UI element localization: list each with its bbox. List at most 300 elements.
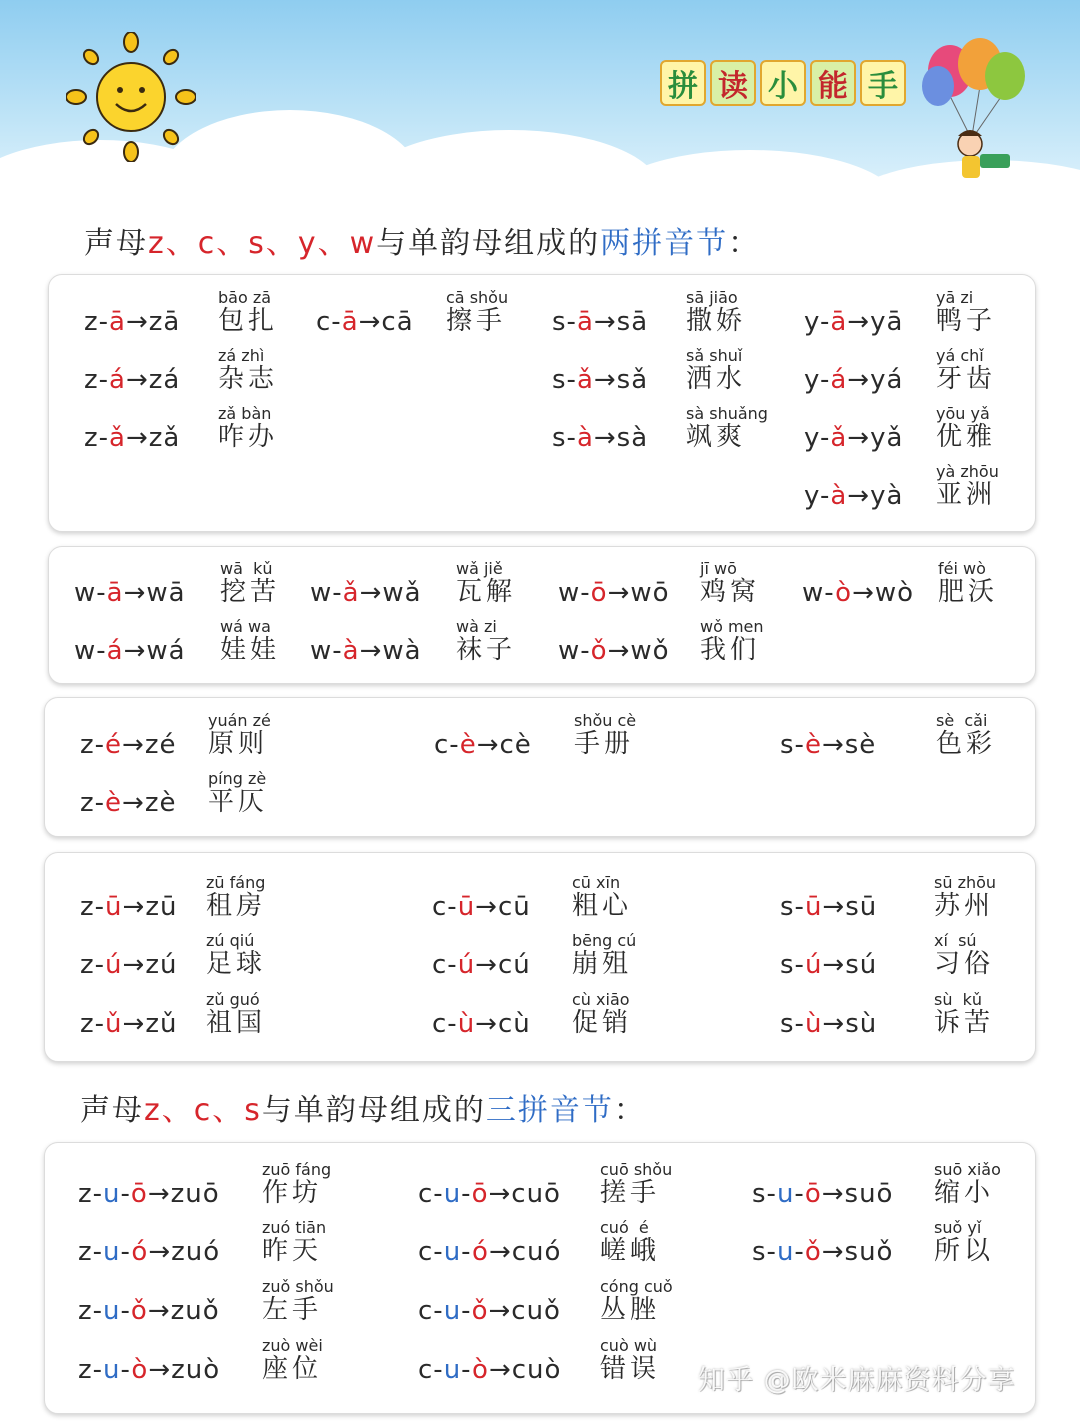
spelling-equation: s-ǎ→sǎ <box>552 365 649 395</box>
final-vowel: ù <box>804 1009 823 1039</box>
medial: u <box>443 1237 462 1267</box>
initial: w <box>74 578 97 608</box>
final-vowel: ǒ <box>130 1296 148 1326</box>
word-hanzi: 手册 <box>574 729 635 759</box>
initial: z <box>78 1296 93 1326</box>
word-hanzi: 肥沃 <box>938 577 999 607</box>
word-pinyin: cuō shǒu <box>600 1160 673 1179</box>
word-hanzi: 原则 <box>208 729 269 759</box>
syllable-result: cè <box>499 730 532 760</box>
syllable-entry <box>80 926 296 986</box>
spelling-equation: z-u-ó→zuó <box>78 1237 221 1267</box>
heading-middle: 与单韵母组成的 <box>376 226 601 261</box>
initial: w <box>74 636 97 666</box>
syllable-entry <box>558 554 790 614</box>
initial: c <box>432 950 448 980</box>
initial: s <box>780 892 795 922</box>
syllable-entry <box>780 868 1024 928</box>
word-pinyin: zuō fáng <box>262 1160 332 1179</box>
medial: u <box>443 1355 462 1385</box>
word-pinyin: zǔ guó <box>206 990 260 1009</box>
spelling-equation: z-u-ò→zuò <box>78 1355 221 1385</box>
word-hanzi: 粗心 <box>572 891 633 921</box>
word-hanzi: 错误 <box>600 1354 661 1384</box>
medial: u <box>103 1179 121 1209</box>
badge-char: 能 <box>810 60 856 106</box>
syllable-result: sè <box>844 730 877 760</box>
syllable-entry <box>804 457 1026 517</box>
syllable-result: zuō <box>170 1179 220 1209</box>
initial: z <box>84 365 99 395</box>
syllable-entry <box>802 554 1028 614</box>
syllable-result: sù <box>845 1009 878 1039</box>
syllable-entry <box>310 554 546 614</box>
word-pinyin: bāo zā <box>218 288 272 307</box>
syllable-result: wò <box>874 578 915 608</box>
syllable-entry <box>552 399 776 459</box>
syllable-result: cù <box>497 1009 531 1039</box>
final-vowel: ò <box>131 1355 149 1385</box>
syllable-entry <box>316 283 536 343</box>
syllable-entry <box>558 612 790 672</box>
spelling-equation: w-á→wá <box>74 636 186 666</box>
medial: u <box>443 1296 462 1326</box>
syllable-entry <box>804 341 1026 401</box>
word-hanzi: 包扎 <box>218 306 279 336</box>
spelling-equation: w-ǎ→wǎ <box>310 578 422 608</box>
spelling-equation: s-ú→sú <box>780 950 878 980</box>
syllable-entry <box>418 1155 690 1215</box>
syllable-entry <box>74 612 310 672</box>
initial: w <box>558 578 581 608</box>
final-vowel: ō <box>471 1179 489 1209</box>
syllable-entry <box>432 868 662 928</box>
initial: z <box>78 1237 93 1267</box>
word-hanzi: 习俗 <box>934 949 995 979</box>
spelling-equation: c-ā→cā <box>316 307 414 337</box>
heading-highlight: 三拼音节 <box>485 1093 614 1128</box>
syllable-result: yà <box>870 481 904 511</box>
final-vowel: ó <box>472 1237 489 1267</box>
initial: z <box>80 730 95 760</box>
syllable-entry <box>78 1272 352 1332</box>
word-hanzi: 崩殂 <box>572 949 633 979</box>
final-vowel: ū <box>105 892 123 922</box>
final-vowel: ū <box>457 892 476 922</box>
syllable-entry <box>78 1213 352 1273</box>
word-hanzi: 诉苦 <box>934 1008 995 1038</box>
final-vowel: á <box>106 636 124 666</box>
word-pinyin: cù xiāo <box>572 990 630 1009</box>
spelling-equation: z-á→zá <box>84 365 181 395</box>
syllable-entry <box>780 706 1026 766</box>
final-vowel: ō <box>590 578 608 608</box>
syllable-result: zuǒ <box>170 1296 220 1326</box>
word-pinyin: cuó é <box>600 1218 649 1237</box>
syllable-result: zū <box>145 892 178 922</box>
word-hanzi: 缩小 <box>934 1178 995 1208</box>
word-hanzi: 所以 <box>934 1236 995 1266</box>
spelling-equation: w-à→wà <box>310 636 422 666</box>
final-vowel: ù <box>457 1009 476 1039</box>
syllable-entry <box>780 985 1024 1045</box>
syllable-result: cuō <box>511 1179 561 1209</box>
final-vowel: è <box>459 730 477 760</box>
initial: z <box>80 892 95 922</box>
word-hanzi: 我们 <box>700 635 761 665</box>
syllable-result: sū <box>845 892 878 922</box>
word-pinyin: shǒu cè <box>574 711 637 730</box>
initial: y <box>804 481 820 511</box>
word-pinyin: zá zhì <box>218 346 265 365</box>
syllable-entry <box>84 283 308 343</box>
syllable-entry <box>74 554 310 614</box>
word-hanzi: 平仄 <box>208 787 269 817</box>
spelling-equation: c-u-ō→cuō <box>418 1179 561 1209</box>
syllable-entry <box>552 341 776 401</box>
final-vowel: ā <box>106 578 124 608</box>
word-hanzi: 杂志 <box>218 364 279 394</box>
syllable-entry <box>78 1331 352 1391</box>
initial: y <box>804 365 820 395</box>
final-vowel: ō <box>804 1179 822 1209</box>
syllable-result: zá <box>148 365 181 395</box>
heading-suffix: ： <box>728 226 761 261</box>
word-pinyin: jī wō <box>700 559 737 578</box>
final-vowel: é <box>105 730 123 760</box>
spelling-equation: w-ò→wò <box>802 578 915 608</box>
word-hanzi: 嵯峨 <box>600 1236 661 1266</box>
spelling-equation: z-ǔ→zǔ <box>80 1009 178 1039</box>
word-hanzi: 作坊 <box>262 1178 323 1208</box>
word-hanzi: 擦手 <box>446 306 507 336</box>
syllable-result: sà <box>616 423 649 453</box>
final-vowel: ǒ <box>590 636 608 666</box>
word-pinyin: cóng cuǒ <box>600 1277 673 1296</box>
syllable-entry <box>310 612 546 672</box>
initial: y <box>804 307 820 337</box>
word-hanzi: 祖国 <box>206 1008 267 1038</box>
final-vowel: à <box>576 423 594 453</box>
initial: w <box>310 636 333 666</box>
word-hanzi: 飒爽 <box>686 422 747 452</box>
word-hanzi: 促销 <box>572 1008 633 1038</box>
heading-letters: z、c、s <box>144 1093 262 1128</box>
syllable-result: zú <box>145 950 178 980</box>
badge-char: 小 <box>760 60 806 106</box>
word-pinyin: cā shǒu <box>446 288 509 307</box>
word-pinyin: yā zi <box>936 288 974 307</box>
word-hanzi: 足球 <box>206 949 267 979</box>
initial: w <box>802 578 825 608</box>
final-vowel: á <box>109 365 126 395</box>
initial: z <box>78 1179 93 1209</box>
word-hanzi: 租房 <box>206 891 267 921</box>
word-pinyin: suǒ yǐ <box>934 1218 982 1237</box>
syllable-result: yā <box>870 307 904 337</box>
syllable-result: wā <box>146 578 186 608</box>
syllable-entry <box>432 926 662 986</box>
word-hanzi: 丛脞 <box>600 1295 661 1325</box>
spelling-equation: s-ā→sā <box>552 307 649 337</box>
final-vowel: ǔ <box>105 1009 123 1039</box>
spelling-equation: z-ū→zū <box>80 892 178 922</box>
word-pinyin: wǎ jiě <box>456 559 503 578</box>
syllable-entry <box>418 1213 690 1273</box>
syllable-entry <box>434 706 664 766</box>
final-vowel: ǎ <box>576 365 594 395</box>
word-pinyin: féi wò <box>938 559 986 578</box>
spelling-equation: c-u-ò→cuò <box>418 1355 562 1385</box>
spelling-equation: z-u-ǒ→zuǒ <box>78 1296 220 1326</box>
word-hanzi: 挖苦 <box>220 577 281 607</box>
spelling-equation: w-ā→wā <box>74 578 186 608</box>
syllable-result: sā <box>616 307 649 337</box>
word-pinyin: sā jiāo <box>686 288 738 307</box>
syllable-result: wǒ <box>630 636 670 666</box>
word-pinyin: suō xiǎo <box>934 1160 1001 1179</box>
word-pinyin: zuó tiān <box>262 1218 327 1237</box>
final-vowel: ó <box>131 1237 149 1267</box>
final-vowel: à <box>830 481 848 511</box>
word-pinyin: píng zè <box>208 769 267 788</box>
spelling-equation: c-u-ó→cuó <box>418 1237 562 1267</box>
syllable-result: zè <box>144 788 177 818</box>
final-vowel: ā <box>576 307 594 337</box>
syllable-result: cū <box>497 892 531 922</box>
medial: u <box>443 1179 462 1209</box>
syllable-entry <box>84 399 308 459</box>
word-pinyin: sū zhōu <box>934 873 997 892</box>
spelling-equation: y-ā→yā <box>804 307 904 337</box>
word-pinyin: wǒ men <box>700 617 764 636</box>
syllable-result: sǎ <box>616 365 649 395</box>
initial: z <box>84 307 99 337</box>
word-hanzi: 牙齿 <box>936 364 997 394</box>
word-pinyin: zuò wèi <box>262 1336 323 1355</box>
initial: c <box>418 1355 434 1385</box>
final-vowel: ú <box>457 950 476 980</box>
spelling-equation: c-u-ǒ→cuǒ <box>418 1296 561 1326</box>
heading-prefix: 声母 <box>84 226 148 261</box>
word-hanzi: 袜子 <box>456 635 517 665</box>
word-hanzi: 左手 <box>262 1295 323 1325</box>
balloon-girl-icon <box>910 36 1040 196</box>
word-hanzi: 鸡窝 <box>700 577 761 607</box>
spelling-equation: s-ù→sù <box>780 1009 878 1039</box>
syllable-entry <box>780 926 1024 986</box>
syllable-entry <box>418 1272 690 1332</box>
final-vowel: è <box>804 730 822 760</box>
syllable-entry <box>84 341 308 401</box>
sun-icon <box>66 32 196 162</box>
syllable-result: cuó <box>511 1237 562 1267</box>
syllable-result: zuò <box>171 1355 221 1385</box>
word-pinyin: cū xīn <box>572 873 621 892</box>
initial: z <box>84 423 99 453</box>
syllable-result: wǎ <box>382 578 422 608</box>
word-hanzi: 咋办 <box>218 422 279 452</box>
syllable-entry <box>78 1155 352 1215</box>
final-vowel: ǎ <box>342 578 360 608</box>
spelling-equation: y-á→yá <box>804 365 904 395</box>
word-pinyin: yuán zé <box>208 711 271 730</box>
heading-letters: z、c、s、y、w <box>148 226 377 261</box>
spelling-equation: c-ù→cù <box>432 1009 531 1039</box>
initial: c <box>432 1009 448 1039</box>
word-hanzi: 撒娇 <box>686 306 747 336</box>
spelling-equation: s-u-ō→suō <box>752 1179 894 1209</box>
word-hanzi: 娃娃 <box>220 635 281 665</box>
word-pinyin: zū fáng <box>206 873 266 892</box>
medial: u <box>103 1237 121 1267</box>
syllable-entry <box>80 706 298 766</box>
word-pinyin: cuò wù <box>600 1336 658 1355</box>
word-hanzi: 亚洲 <box>936 480 997 510</box>
medial: u <box>776 1179 795 1209</box>
spelling-equation: z-é→zé <box>80 730 177 760</box>
initial: s <box>780 950 795 980</box>
initial: c <box>434 730 450 760</box>
final-vowel: à <box>342 636 360 666</box>
syllable-result: cuǒ <box>511 1296 561 1326</box>
syllable-entry <box>80 764 298 824</box>
syllable-result: yǎ <box>870 423 904 453</box>
word-pinyin: sǎ shuǐ <box>686 346 743 365</box>
final-vowel: ǒ <box>471 1296 489 1326</box>
word-pinyin: zuǒ shǒu <box>262 1277 334 1296</box>
initial: w <box>310 578 333 608</box>
word-hanzi: 苏州 <box>934 891 995 921</box>
heading-highlight: 两拼音节 <box>600 226 729 261</box>
final-vowel: á <box>830 365 848 395</box>
word-pinyin: yá chǐ <box>936 346 984 365</box>
spelling-equation: c-ū→cū <box>432 892 531 922</box>
word-hanzi: 瓦解 <box>456 577 517 607</box>
syllable-result: cú <box>497 950 531 980</box>
final-vowel: ā <box>109 307 126 337</box>
syllable-result: suǒ <box>844 1237 894 1267</box>
syllable-entry <box>804 399 1026 459</box>
word-pinyin: sù kǔ <box>934 990 983 1009</box>
word-hanzi: 搓手 <box>600 1178 661 1208</box>
final-vowel: ò <box>472 1355 489 1385</box>
syllable-result: yá <box>870 365 904 395</box>
initial: c <box>418 1179 434 1209</box>
initial: s <box>552 307 567 337</box>
spelling-equation: z-ā→zā <box>84 307 181 337</box>
final-vowel: è <box>105 788 123 818</box>
syllable-result: zǎ <box>148 423 181 453</box>
initial: z <box>80 788 95 818</box>
syllable-entry <box>80 868 296 928</box>
initial: y <box>804 423 820 453</box>
word-pinyin: yà zhōu <box>936 462 999 481</box>
watermark: 知乎 @欧米麻麻资料分享 <box>698 1365 1016 1396</box>
spelling-equation: y-à→yà <box>804 481 904 511</box>
final-vowel: ǒ <box>804 1237 822 1267</box>
syllable-entry <box>418 1331 690 1391</box>
title-badge <box>660 58 906 108</box>
initial: z <box>80 1009 95 1039</box>
spelling-equation: s-ū→sū <box>780 892 878 922</box>
final-vowel: ò <box>835 578 853 608</box>
initial: s <box>552 365 567 395</box>
heading-middle: 与单韵母组成的 <box>261 1093 486 1128</box>
syllable-result: sú <box>845 950 878 980</box>
word-hanzi: 优雅 <box>936 422 997 452</box>
spelling-equation: c-ú→cú <box>432 950 531 980</box>
syllable-entry <box>752 1155 1024 1215</box>
syllable-entry <box>552 283 776 343</box>
initial: z <box>80 950 95 980</box>
medial: u <box>103 1355 121 1385</box>
word-hanzi: 昨天 <box>262 1236 323 1266</box>
final-vowel: ú <box>804 950 823 980</box>
badge-char: 读 <box>710 60 756 106</box>
initial: w <box>558 636 581 666</box>
spelling-equation: w-ō→wō <box>558 578 670 608</box>
final-vowel: ā <box>830 307 848 337</box>
initial: c <box>418 1237 434 1267</box>
syllable-result: cuò <box>511 1355 562 1385</box>
word-pinyin: bēng cú <box>572 931 637 950</box>
word-pinyin: zú qiú <box>206 931 255 950</box>
syllable-entry <box>804 283 1026 343</box>
word-pinyin: yōu yǎ <box>936 404 990 423</box>
word-hanzi: 座位 <box>262 1354 323 1384</box>
syllable-result: zā <box>148 307 181 337</box>
syllable-entry <box>432 985 662 1045</box>
word-pinyin: wá wa <box>220 617 271 636</box>
final-vowel: ā <box>341 307 359 337</box>
spelling-equation: s-u-ǒ→suǒ <box>752 1237 894 1267</box>
word-hanzi: 洒水 <box>686 364 747 394</box>
word-pinyin: sè cǎi <box>936 711 988 730</box>
word-pinyin: sà shuǎng <box>686 404 768 423</box>
final-vowel: ú <box>105 950 123 980</box>
syllable-result: wō <box>630 578 670 608</box>
spelling-equation: z-ǎ→zǎ <box>84 423 181 453</box>
final-vowel: ō <box>130 1179 148 1209</box>
syllable-result: zuó <box>171 1237 221 1267</box>
spelling-equation: s-à→sà <box>552 423 649 453</box>
initial: c <box>432 892 448 922</box>
syllable-result: wà <box>382 636 422 666</box>
final-vowel: ū <box>804 892 823 922</box>
word-pinyin: zǎ bàn <box>218 404 272 423</box>
medial: u <box>776 1237 795 1267</box>
heading-suffix: ： <box>613 1093 646 1128</box>
syllable-result: zǔ <box>145 1009 178 1039</box>
initial: s <box>780 1009 795 1039</box>
section-heading-two-part <box>84 218 760 262</box>
word-hanzi: 鸭子 <box>936 306 997 336</box>
syllable-result: suō <box>844 1179 894 1209</box>
word-pinyin: wā kǔ <box>220 559 273 578</box>
initial: s <box>552 423 567 453</box>
syllable-result: cā <box>381 307 414 337</box>
spelling-equation: w-ǒ→wǒ <box>558 636 670 666</box>
syllable-entry <box>80 985 296 1045</box>
word-hanzi: 色彩 <box>936 729 997 759</box>
syllable-entry <box>752 1213 1024 1273</box>
section-heading-three-part <box>80 1085 646 1129</box>
badge-char: 手 <box>860 60 906 106</box>
initial: c <box>316 307 332 337</box>
initial: s <box>752 1237 767 1267</box>
syllable-result: zé <box>144 730 177 760</box>
